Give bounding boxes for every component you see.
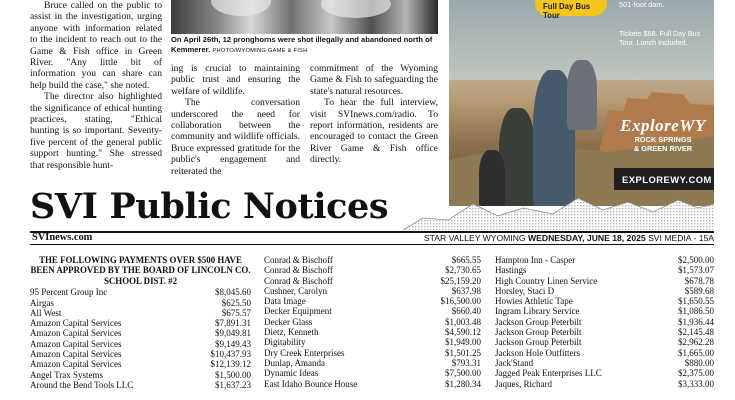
notice-heading: THE FOLLOWING PAYMENTS OVER $500 HAVE BEEN APPROVED BY THE BOARD OF LINCOLN CO. SCHOOL DIST. #2: [30, 255, 251, 286]
payment-row: [495, 358, 714, 368]
article-paragraph: commitment of the Wyoming Game & Fish to safeguarding the state's natural resources.: [310, 63, 438, 97]
payment-row: [30, 318, 251, 328]
header-rule: [30, 244, 714, 245]
payment-row: [264, 286, 481, 296]
payee-name: East Idaho Bounce House: [264, 378, 358, 389]
payment-amount: $637.98: [451, 285, 481, 296]
payment-row: [495, 337, 714, 347]
payee-name: Amazon Capital Services: [30, 338, 122, 349]
payment-row: [264, 255, 481, 265]
payee-name: Jack'Stand: [495, 357, 534, 368]
payee-name: Horsley, Staci D: [495, 285, 555, 296]
payee-name: Ingram Library Service: [495, 306, 580, 317]
payment-amount: $1,665.00: [678, 347, 714, 358]
payment-row: [264, 368, 481, 378]
payment-row: [264, 327, 481, 337]
payment-row: [264, 317, 481, 327]
payment-amount: $16,500.00: [440, 296, 481, 307]
notice-column-1: [30, 255, 251, 390]
payment-row: [264, 358, 481, 368]
article-paragraph: To hear the full interview, visit SVInews.com/radio. To report information, residents are encouraged to contact the Green River Game & Fish office directly.: [310, 97, 438, 166]
payee-name: Decker Equipment: [264, 306, 332, 317]
payee-name: Jackson Group Peterbilt: [495, 337, 582, 348]
payee-name: Decker Glass: [264, 316, 313, 327]
payment-row: [264, 265, 481, 275]
payee-name: Cushner, Carolyn: [264, 285, 328, 296]
payment-amount: $8,045.60: [215, 287, 251, 298]
payment-amount: $880.00: [684, 357, 714, 368]
payment-row: [30, 370, 251, 380]
payment-amount: $10,437.93: [210, 349, 251, 359]
payment-amount: $4,590.12: [445, 327, 481, 338]
payment-amount: $12,139.12: [210, 359, 251, 370]
payment-amount: $678.78: [684, 275, 714, 286]
ad-tickets-text: Tickets $68. Full Day Bus Tour. Lunch Included.: [619, 29, 701, 48]
payment-row: [30, 339, 251, 349]
payment-row: [264, 337, 481, 347]
payment-row: [495, 379, 714, 389]
payment-row: [495, 296, 714, 306]
caption-text: On April 26th, 12 pronghorns were shot illegally and abandoned north of Kemmerer.: [171, 35, 433, 54]
payee-name: Jackson Group Peterbilt: [495, 316, 582, 327]
payee-name: Hastings: [495, 265, 527, 276]
payment-row: [264, 276, 481, 286]
payee-name: Amazon Capital Services: [30, 328, 122, 339]
payment-amount: $7,500.00: [445, 368, 481, 379]
payment-amount: $589.68: [684, 285, 714, 296]
payee-name: High Country Linen Service: [495, 275, 598, 286]
payment-amount: $2,730.65: [445, 265, 481, 276]
ad-family-figure: [567, 60, 597, 130]
article-column-3: [310, 63, 438, 166]
payment-row: [30, 380, 251, 390]
payee-name: Conrad & Bischoff: [264, 265, 333, 276]
payment-amount: $9,049.81: [215, 328, 251, 339]
tour-badge: Full Day Bus Tour: [535, 0, 607, 16]
payment-amount: $1,501.25: [445, 347, 481, 358]
dateline: STAR VALLEY WYOMING WEDNESDAY, JUNE 18, 2025 SVI MEDIA - 15A: [423, 233, 714, 243]
payment-row: [30, 328, 251, 338]
payment-row: [264, 306, 481, 316]
payee-name: Amazon Capital Services: [30, 318, 122, 329]
payment-row: [264, 348, 481, 358]
payment-amount: $793.31: [451, 357, 481, 368]
pronghorn-photo: [171, 0, 438, 34]
payment-amount: $9,149.43: [215, 338, 251, 349]
payment-row: [495, 317, 714, 327]
article-paragraph: The conversation underscored the need for collaboration between the community and wildlife officials. Bruce expressed gratitude for the public's engagement and reiterated the: [171, 97, 300, 177]
payee-name: All West: [30, 307, 62, 318]
section-title: SVI Public Notices: [30, 186, 389, 227]
explorewy-advertisement[interactable]: [449, 0, 714, 206]
article-paragraph: ing is crucial to maintaining public trust and ensuring the welfare of wildlife.: [171, 63, 300, 97]
payment-amount: $3,333.00: [678, 378, 714, 389]
payment-amount: $675.57: [221, 307, 251, 318]
payment-row: [495, 306, 714, 316]
payment-row: [495, 327, 714, 337]
payment-amount: $2,962.28: [678, 337, 714, 348]
payee-name: 95 Percent Group Inc: [30, 287, 108, 298]
payment-row: [264, 296, 481, 306]
payee-name: Jagged Peak Enterprises LLC: [495, 368, 602, 379]
payee-name: Amazon Capital Services: [30, 349, 122, 359]
payment-row: [495, 255, 714, 265]
payee-name: Jackson Hole Outfitters: [495, 347, 580, 358]
payment-row: [30, 298, 251, 308]
payment-row: [495, 286, 714, 296]
payee-name: Hampton Inn - Casper: [495, 255, 576, 265]
payment-amount: $1,003.48: [445, 316, 481, 327]
payee-name: Dry Creek Enterprises: [264, 347, 345, 358]
payment-amount: $7,891.31: [215, 318, 251, 329]
payment-row: [30, 308, 251, 318]
payment-amount: $1,086.50: [678, 306, 714, 317]
payee-name: Digitability: [264, 337, 306, 348]
notice-column-2: [264, 255, 481, 389]
payee-name: Angel Trax Systems: [30, 369, 104, 380]
photo-caption: [171, 35, 438, 56]
photo-credit: PHOTO/WYOMING GAME & FISH: [212, 48, 308, 54]
payment-row: [495, 368, 714, 378]
payment-amount: $1,637.23: [215, 379, 251, 390]
payment-row: [495, 276, 714, 286]
payment-amount: $2,375.00: [678, 368, 714, 379]
payee-name: Around the Bend Tools LLC: [30, 379, 134, 390]
payment-amount: $665.55: [451, 255, 481, 265]
payment-row: [30, 349, 251, 359]
payment-row: [495, 265, 714, 275]
payee-name: Conrad & Bischoff: [264, 255, 333, 265]
article-column-2: [171, 63, 300, 177]
payment-amount: $660.40: [451, 306, 481, 317]
payee-name: Amazon Capital Services: [30, 359, 122, 370]
payee-name: Dunlap, Amanda: [264, 357, 325, 368]
payment-amount: $1,949.00: [445, 337, 481, 348]
payee-name: Dynamic Ideas: [264, 368, 319, 379]
payment-amount: $2,500.00: [678, 255, 714, 265]
ad-top-note: 501-foot dam.: [619, 0, 665, 9]
notice-column-3: [495, 255, 714, 389]
payment-amount: $1,650.55: [678, 296, 714, 307]
payee-name: Conrad & Bischoff: [264, 275, 333, 286]
payment-amount: $2,145.48: [678, 327, 714, 338]
payment-amount: $1,936.44: [678, 316, 714, 327]
ad-url-link[interactable]: EXPLOREWY.COM: [614, 168, 714, 190]
payment-amount: $25,159.20: [440, 275, 481, 286]
payment-amount: $1,280.34: [445, 378, 481, 389]
payment-amount: $1,500.00: [215, 369, 251, 380]
payment-row: [30, 287, 251, 297]
payee-name: Jaques, Richard: [495, 378, 552, 389]
payment-row: [495, 348, 714, 358]
article-paragraph: The director also highlighted the significance of ethical hunting practices, stating, "Ethical hunting is so important. Seventy-five percent of the general public support hunting." She stressed that responsible hunt-: [30, 91, 162, 171]
site-url[interactable]: SVInews.com: [32, 232, 93, 243]
article-column-1: [30, 0, 162, 171]
explorewy-logo: ExploreWY ROCK SPRINGS & GREEN RIVER: [620, 116, 706, 153]
payee-name: Dietz, Kenneth: [264, 327, 319, 338]
payee-name: Airgas: [30, 297, 54, 308]
mountain-illustration: [403, 190, 714, 230]
payment-amount: $625.50: [221, 297, 251, 308]
payee-name: Howies Athletic Tape: [495, 296, 573, 307]
payment-amount: $1,573.07: [678, 265, 714, 276]
payee-name: Data Image: [264, 296, 306, 307]
article-paragraph: Bruce called on the public to assist in the investigation, urging anyone with information related to the incident to reach out to the Game & Fish office in Green River. "Any little bit of information you can share can help build the case," she noted.: [30, 0, 162, 91]
payment-row: [264, 379, 481, 389]
payment-row: [30, 359, 251, 369]
payee-name: Jackson Group Peterbilt: [495, 327, 582, 338]
